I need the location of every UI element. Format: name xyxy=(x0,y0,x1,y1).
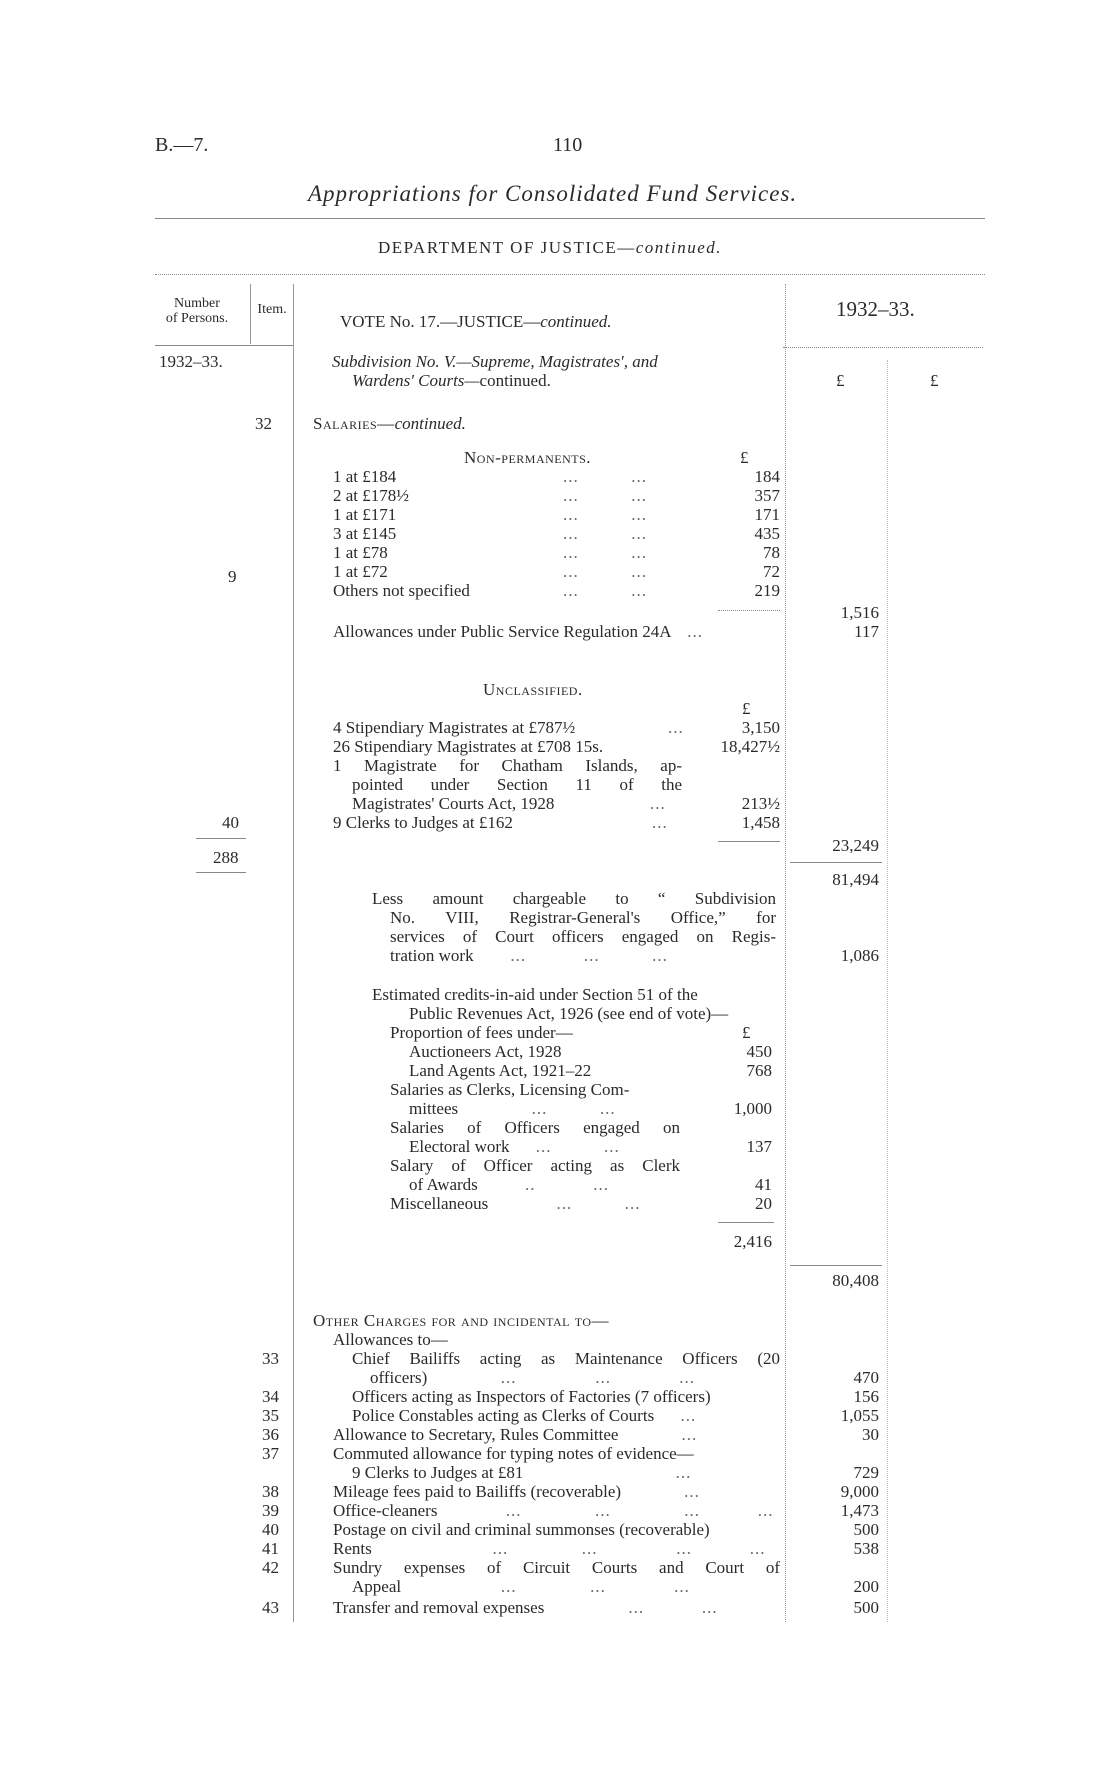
charge-amount: 538 xyxy=(853,1539,879,1558)
charge-label: Chief Bailiffs acting as Maintenance Officers (20 xyxy=(352,1349,780,1368)
less-amount: 1,086 xyxy=(840,946,879,965)
salary-row-label: Others not specified xyxy=(333,581,470,600)
unclassified-row-amount: 213½ xyxy=(741,794,780,813)
charge-amount: 500 xyxy=(853,1520,879,1539)
leader-dots: ... ... xyxy=(563,524,647,543)
credits-line: Proportion of fees under— xyxy=(390,1023,573,1042)
rule xyxy=(718,1222,774,1223)
leader-dots: ... ... xyxy=(563,467,647,486)
salary-row-label: 1 at £184 xyxy=(333,467,397,486)
persons-count: 9 xyxy=(228,567,237,586)
salary-row-amount: 72 xyxy=(763,562,780,581)
unclassified-row-amount: 3,150 xyxy=(741,718,780,737)
charge-label: officers) ... ... ... xyxy=(370,1368,696,1387)
item-number: 33 xyxy=(262,1349,279,1368)
salary-row-label: 1 at £171 xyxy=(333,505,397,524)
item-number: 36 xyxy=(262,1425,279,1444)
item-number: 32 xyxy=(255,414,272,433)
charge-amount: 729 xyxy=(853,1463,879,1482)
unclassified-row-label: 26 Stipendiary Magistrates at £708 15s. xyxy=(333,737,604,756)
less-line: tration work ... ... ... xyxy=(390,946,668,965)
credits-item-amount: 1,000 xyxy=(733,1099,772,1118)
pound-sign: £ xyxy=(742,699,751,718)
less-line: No. VIII, Registrar-General's Office,” for xyxy=(390,908,776,927)
credits-item-amount: 20 xyxy=(755,1194,772,1213)
credits-item-label: Auctioneers Act, 1928 xyxy=(409,1042,562,1061)
less-line: services of Court officers engaged on Regis- xyxy=(390,927,776,946)
item-col-header: Item. xyxy=(257,302,287,317)
unclassified-row-label: 1 Magistrate for Chatham Islands, ap- xyxy=(333,756,682,775)
column-rule xyxy=(785,284,786,1622)
leader-dots: ... xyxy=(668,718,684,737)
charge-amount: 156 xyxy=(853,1387,879,1406)
pound-sign: £ xyxy=(930,371,939,390)
rule xyxy=(790,1265,882,1266)
unclassified-row-amount: 1,458 xyxy=(741,813,780,832)
rule xyxy=(196,872,246,873)
unclassified-row-amount: 18,427½ xyxy=(720,737,780,756)
charge-amount: 9,000 xyxy=(840,1482,879,1501)
salary-row-amount: 219 xyxy=(754,581,780,600)
unclassified-row-label: pointed under Section 11 of the xyxy=(352,775,682,794)
allowance-amount: 117 xyxy=(854,622,879,641)
unclassified-row-label: Magistrates' Courts Act, 1928 xyxy=(352,794,555,813)
credits-line: Estimated credits-in-aid under Section 51 of the xyxy=(372,985,698,1004)
charge-label: Allowance to Secretary, Rules Committee ... xyxy=(333,1425,698,1444)
rule xyxy=(718,610,780,611)
credits-item-amount: 450 xyxy=(746,1042,772,1061)
item-number: 37 xyxy=(262,1444,279,1463)
charge-amount: 1,055 xyxy=(840,1406,879,1425)
net-total: 80,408 xyxy=(832,1271,879,1290)
salary-row-amount: 78 xyxy=(763,543,780,562)
page-number: 110 xyxy=(553,134,583,156)
salary-row-amount: 171 xyxy=(754,505,780,524)
item-number: 42 xyxy=(262,1558,279,1577)
charge-label: Transfer and removal expenses ... ... xyxy=(333,1598,718,1617)
item-number: 35 xyxy=(262,1406,279,1425)
document-ref: B.—7. xyxy=(155,134,209,156)
charge-amount: 1,473 xyxy=(840,1501,879,1520)
persons-total: 288 xyxy=(213,848,239,867)
credits-item-label: Electoral work ... ... xyxy=(409,1137,620,1156)
item-number: 43 xyxy=(262,1598,279,1617)
rule xyxy=(155,345,293,346)
other-charges-heading: Other Charges for and incidental to— xyxy=(313,1311,610,1330)
persons-col-header: Number of Persons. xyxy=(165,296,229,326)
unclassified-row-label: 9 Clerks to Judges at £162 xyxy=(333,813,513,832)
credits-item-label: of Awards .. ... xyxy=(409,1175,610,1194)
leader-dots: ... xyxy=(650,794,666,813)
salary-row-label: 2 at £178½ xyxy=(333,486,410,505)
rule xyxy=(155,218,985,219)
salary-row-amount: 184 xyxy=(754,467,780,486)
charge-amount: 200 xyxy=(853,1577,879,1596)
persons-year: 1932–33. xyxy=(159,352,223,371)
pound-sign: £ xyxy=(742,1023,751,1042)
rule xyxy=(196,838,246,839)
pound-sign: £ xyxy=(740,448,749,467)
leader-dots: ... ... xyxy=(563,486,647,505)
charge-label: Mileage fees paid to Bailiffs (recoverable) ... xyxy=(333,1482,700,1501)
column-rule xyxy=(887,360,888,1622)
subdivision-line2: Wardens' Courts—continued. xyxy=(352,371,551,390)
charge-label: 9 Clerks to Judges at £81 ... xyxy=(352,1463,692,1482)
credits-item-label: Salary of Officer acting as Clerk xyxy=(390,1156,680,1175)
allowances-heading: Allowances to— xyxy=(333,1330,448,1349)
rule xyxy=(783,347,983,348)
column-rule xyxy=(293,284,294,1622)
leader-dots: ... ... xyxy=(563,562,647,581)
non-permanents-heading: Non-permanents. xyxy=(464,448,592,467)
credits-item-label: Land Agents Act, 1921–22 xyxy=(409,1061,592,1080)
item-number: 38 xyxy=(262,1482,279,1501)
unclassified-row-label: 4 Stipendiary Magistrates at £787½ xyxy=(333,718,576,737)
salary-row-label: 1 at £72 xyxy=(333,562,388,581)
charge-amount: 500 xyxy=(853,1598,879,1617)
item-number: 40 xyxy=(262,1520,279,1539)
leader-dots: ... ... xyxy=(563,581,647,600)
department-heading: DEPARTMENT OF JUSTICE—continued. xyxy=(378,238,723,257)
credits-item-amount: 768 xyxy=(746,1061,772,1080)
item-number: 39 xyxy=(262,1501,279,1520)
salary-row-label: 1 at £78 xyxy=(333,543,388,562)
credits-item-amount: 137 xyxy=(746,1137,772,1156)
pound-sign: £ xyxy=(836,371,845,390)
salary-row-label: 3 at £145 xyxy=(333,524,397,543)
charge-label: Rents ... ... ... ... xyxy=(333,1539,766,1558)
charge-label: Appeal ... ... ... xyxy=(352,1577,690,1596)
less-line: Less amount chargeable to “ Subdivision xyxy=(372,889,776,908)
rule xyxy=(718,841,780,842)
rule xyxy=(790,862,882,863)
charge-label: Officers acting as Inspectors of Factories (7 officers) xyxy=(352,1387,711,1406)
credits-item-label: Miscellaneous ... ... xyxy=(390,1194,641,1213)
credits-item-amount: 41 xyxy=(755,1175,772,1194)
charge-label: Commuted allowance for typing notes of evidence— xyxy=(333,1444,694,1463)
credits-item-label: Salaries of Officers engaged on xyxy=(390,1118,680,1137)
salaries-heading: Salaries—continued. xyxy=(313,414,466,433)
leader-dots: ... xyxy=(652,813,668,832)
salary-row-amount: 357 xyxy=(754,486,780,505)
credits-line: Public Revenues Act, 1926 (see end of vote)— xyxy=(409,1004,729,1023)
gross-total: 81,494 xyxy=(832,870,879,889)
charge-label: Police Constables acting as Clerks of Courts ... xyxy=(352,1406,697,1425)
charge-label: Office-cleaners ... ... ... ... xyxy=(333,1501,774,1520)
page-title: Appropriations for Consolidated Fund Services. xyxy=(308,181,798,206)
credits-item-label: Salaries as Clerks, Licensing Com- xyxy=(390,1080,630,1099)
charge-label: Sundry expenses of Circuit Courts and Court of xyxy=(333,1558,780,1577)
leader-dots: ... ... xyxy=(563,543,647,562)
persons-count: 40 xyxy=(222,813,239,832)
item-number: 34 xyxy=(262,1387,279,1406)
leader-dots: ... ... xyxy=(563,505,647,524)
item-number: 41 xyxy=(262,1539,279,1558)
unclassified-heading: Unclassified. xyxy=(483,680,583,699)
allowance-label: Allowances under Public Service Regulation 24A ... xyxy=(333,622,704,641)
column-rule xyxy=(250,284,251,344)
credits-item-label: mittees ... ... xyxy=(409,1099,616,1118)
year-heading: 1932–33. xyxy=(836,297,915,321)
salary-row-amount: 435 xyxy=(754,524,780,543)
charge-amount: 470 xyxy=(853,1368,879,1387)
subtotal-amount: 1,516 xyxy=(840,603,879,622)
subdivision-line1: Subdivision No. V.—Supreme, Magistrates', and xyxy=(332,352,658,371)
charge-label: Postage on civil and criminal summonses (recoverable) xyxy=(333,1520,710,1539)
unclassified-total: 23,249 xyxy=(832,836,879,855)
credits-total: 2,416 xyxy=(733,1232,772,1251)
vote-heading: VOTE No. 17.—JUSTICE—continued. xyxy=(340,312,612,331)
rule xyxy=(155,274,985,275)
charge-amount: 30 xyxy=(862,1425,879,1444)
